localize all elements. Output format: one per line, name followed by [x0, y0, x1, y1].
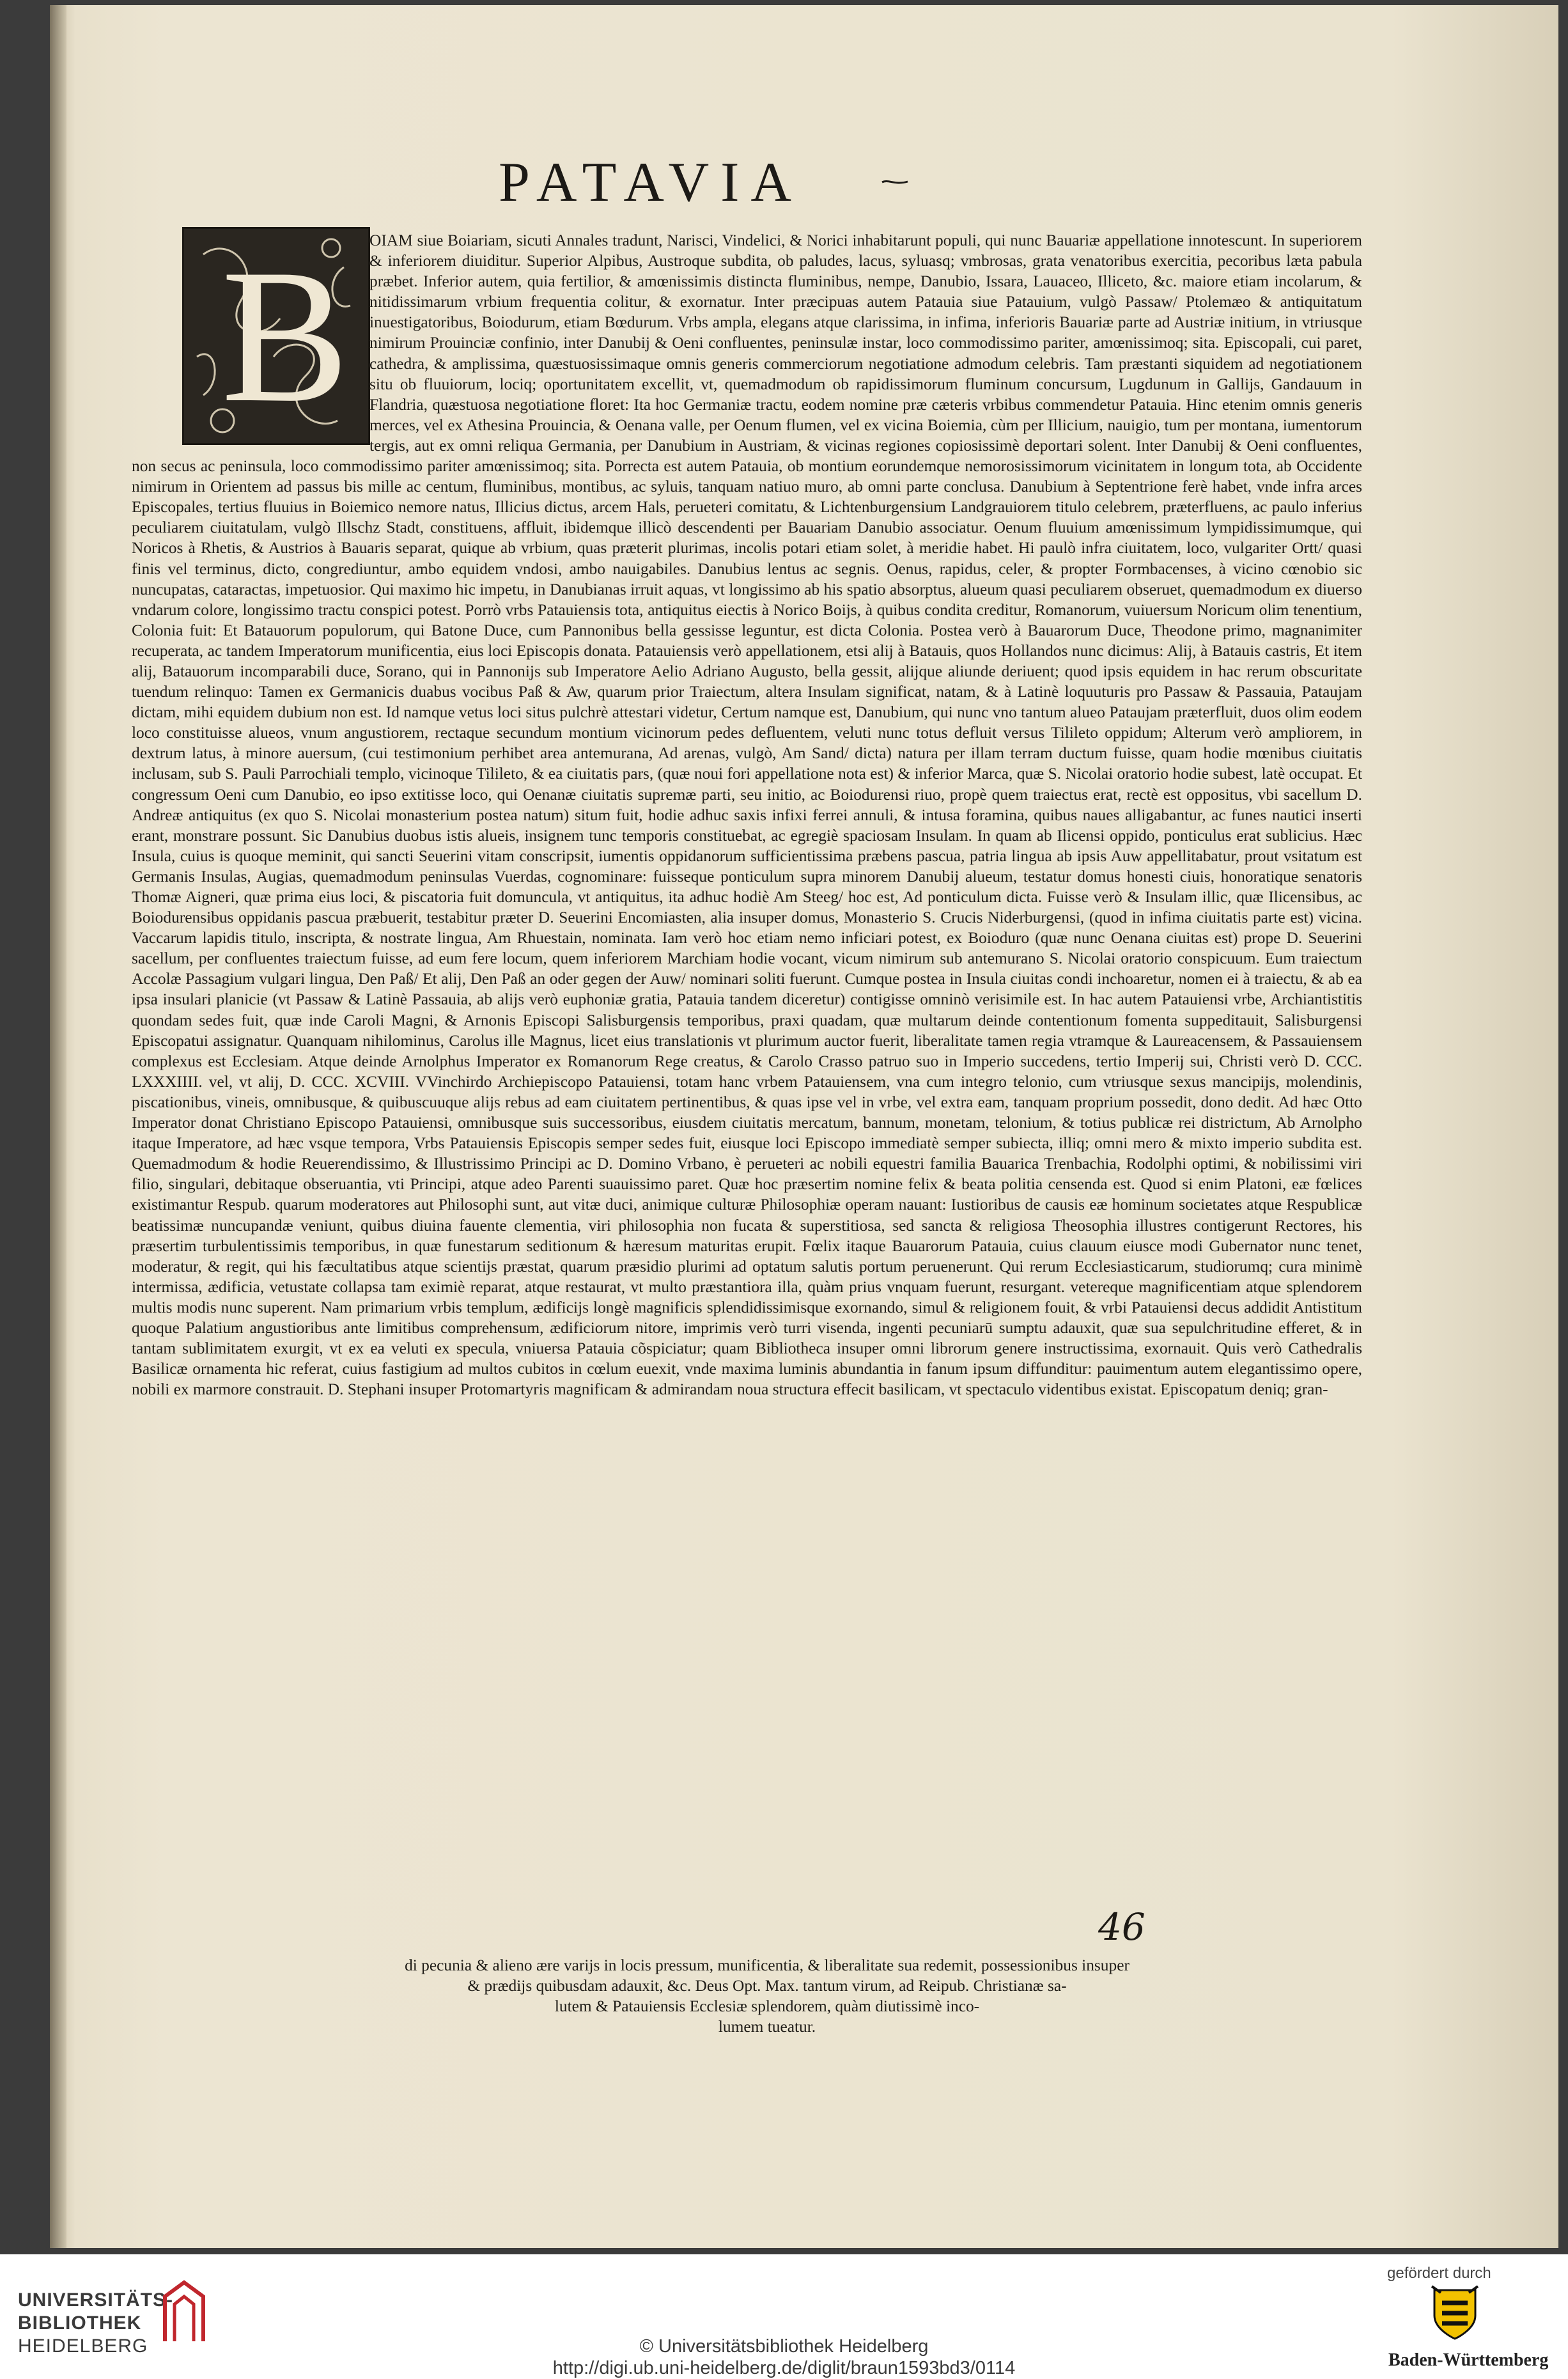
body-text: OIAM siue Boiariam, sicuti Annales tradunt, Narisci, Vindelici, & Norici inhabitarunt populi, qui nunc Bauariæ appellatione innotescunt. In superiorem & inferiorem diuiditur. Superior Alpibus, Austroque subdita, ob paludes, lacus, syluasq; vmbrosas, grata venatoribus exercitia, pecoribus læta pabula præbet. Inferior autem, quia fertilior, & amœnissimis distincta fluminibus, nempe, Danubio, Issara, Lauaceo, Illiceto, &c. maiore etiam incolarum, & nitidissimarum vrbium frequentia colitur, & exornatur. Inter præcipuas autem Patauia siue Patauium, vulgò Passaw/ Ptolemæo & antiquitatum inuestigatoribus, Boiodurum, etiam Bœdurum. Vrbs ampla, elegans atque clarissima, in infima, inferioris Bauariæ parte ad Austriæ initium, in vtriusque nimirum Prouinciæ confinio, inter Danubij & Oeni confluentes, peninsulæ instar, loco commodissimo pariter, amœnissimoq; sita. Episcopali, cui paret, cathedra, & amplissima, quæstuosissimaque omnis generis commerciorum negotiatione admodum celebris. Tam præstanti siquidem ad negotiationem situ ob fluuiorum, lociq; oportunitatem excellit, vt, quemadmodum ob rapidissimorum fluminum concursum, Lugdunum in Gallijs, Gandauum in Flandria, quæstuosa negotiatione floret: Ita hoc Germaniæ tractu, eodem nomine præ cæteris vrbibus commendetur Patauia. Hinc etenim omnis generis merces, vel ex Athesina Prouincia, & Oenana valle, per Oenum flumen, vel ex vicina Boiemia, cùm per Illicium, nauigio, tum per montana, iumentorum tergis, aut ex omni reliqua Germania, per Danubium in Austriam, & vicinas regiones copiosissimè deportari solent. Inter Danubij & Oeni confluentes, non secus ac peninsula, loco commodissimo pariter amœnissimoq; sita. Porrecta est autem Patauia, ob montium eorundemque nemorosissimorum vicinitatem in longum tota, ab Occidente nimirum in Orientem ad passus bis mille ac centum, fluminibus, montibus, ac syluis, tanquam natiuo muro, ab omni parte conclusa. Danubium à Septentrione ferè habet, vnde infra arces Episcopales, tertius fluuius in Boiemico nemore natus, Illicius dictus, arcem Hals, perueteri comitatu, & Lichtenburgensium Landgrauiorem titulo celebrem, præterfluens, ac paulo inferius peculiarem ciuitatulam, vulgò Illschz Stadt, constituens, affluit, ibidemque illicò descendenti per Bauariam Danubio associatur. Oenum fluuium amœnissimum lympidissimumque, qui Noricos à Rhetis, & Austrios à Bauaris separat, quique ab vrbium, quas præterit plurimas, incolis potari etiam solet, à meridie habet. Hi paulò infra ciuitatem, loco, vulgariter Ortt/ quasi finis vel terminus, dicto, congrediuntur, ambo equidem vndosi, ambo nauigabiles. Danubius lentus ac segnis. Oenus, rapidus, celer, & propter Formbacenses, à vicino cœnobio sic nuncupatas, cataractas, impetuosior. Qui maximo hic impetu, in Danubianas irruit aquas, vt longissimo ab his spatio absorptus, alueum quasi peculiarem obseruet, quemadmodum ex diuerso vndarum colore, longissimo tractu conspici potest. Porrò vrbs Patauiensis tota, antiquitus eiectis à Norico Boijs, à quibus condita creditur, Romanorum, vuiuersum Noricum olim tenentium, Colonia fuit: Et Batauorum populorum, qui Batone Duce, cum Pannonibus bella gessisse leguntur, est dicta Colonia. Postea verò à Bauarorum Duce, Theodone primo, magnanimiter recuperata, ac tandem Imperatorum munificentia, eius loci Episcopis donata. Patauiensis verò appellationem, etsi alij à Batauis, quos Hollandos nunc dicimus: Alij, à Batauis castris, Et item alij, Batauorum incomparabili duce, Sorano, qui in Pannonijs sub Imperatore Aelio Adriano Augusto, bella gessit, alijque aliunde deriuent; quod ipsis equidem in hac rerum obscuritate tuendum relinquo: Tamen ex Germanicis duabus vocibus Paß & Aw, quarum prior Traiectum, altera Insulam significat, natam, & à Latinè loquuturis pro Passaw & Passauia, Pataujam dictam, mihi equidem dubium non est. Id namque vetus loci situs pulchrè attestari videtur, Certum namque est, Danubium, qui nunc vno tantum alueo Pataujam præterfluit, duos olim eodem loco constituisse alueos, vnum angustiorem, rectaque secundum montium vicinorum pedes defluentem, veluti nunc totus defluit versus Tilileto oppidum; Alterum verò ampliorem, in dextrum latus, à minore auersum, (cui testimonium perhibet area antemurana, Ad arenas, vulgò, Am Sand/ dicta) natura per illam terram ductum fuisse, quam hodie mœnibus ciuitatis inclusam, sub S. Pauli Parrochiali templo, vicinoque Tilileto, & ea ciuitatis pars, (quæ noui fori appellatione nota est) & inferior Marca, quæ S. Nicolai oratorio hodie subest, latè occupat. Et congressum Oeni cum Danubio, eo ipso extitisse loco, qui Oenanæ ciuitatis supremæ parti, seu initio, ac Boiodurensi riuo, propè quem traiectus erat, rectè est oppositus, vbi sacellum D. Andreæ antiquitus (ex quo S. Nicolai monasterium postea natum) situm fuit, hodie adhuc saxis infixi ferrei annuli, & intusa foramina, quibus naues alligabantur, ac funes nautici inserti erant, monstrare possunt. Sic Danubius duobus istis alueis, insignem tunc temporis constituebat, ac egregiè spaciosam Insulam. In quam ab Ilicensi oppido, ponticulus erat sublicius. Hæc Insula, cuius is quoque meminit, qui sancti Seuerini vitam conscripsit, iumentis oppidanorum sufficientissima præbens pascua, patria lingua ab ipsis Auw appellitabatur, prout vsitatum est Germanis Insulas, Augias, quemadmodum peninsulas Vuerdas, cognominare: fuisseque ponticulum supra minorem Danubij alueum, testatur domus honesti ciuis, honoratique senatoris Thomæ Aigneri, quæ prima eius loci, & piscatoria fuit domuncula, vt antiquitus, ita adhuc hodiè Am Steeg/ hoc est, Ad ponticulum dicta. Fuisse verò & Insulam illic, quæ Ilicensibus, ac Boiodurensibus oppidanis pascua præbuerit, testabitur præter D. Seuerini Encomiasten, alia insuper domus, Monasterio S. Crucis Niderburgensi, (quod in infima ciuitatis parte est) vicina. Vaccarum lapidis titulo, inscripta, & nostrate lingua, Am Rhuestain, nominata. Iam verò hoc etiam nemo inficiari potest, ex Boioduro (quæ nunc Oenana ciuitas est) prope D. Seuerini sacellum, per confluentes traiectum fuisse, ad eum fere locum, quem inferiorem Marchiam hodie vocant, vicum nimirum sub antemurano S. Nicolai oratorio conspicuum. Eum traiectum Accolæ Passagium vulgari lingua, Den Paß/ Et alij, Den Paß an oder gegen der Auw/ nominari soliti fuerunt. Cumque postea in Insula ciuitas condi inchoaretur, nomen ei à traiectu, & ab ea ipsa insulari planicie (vt Passaw & Latinè Passauia, ab alijs verò euphoniæ gratia, Patauia tandem diceretur) contigisse omninò verisimile est. In hac autem Patauiensi vrbe, Archiantistitis quondam sedes fuit, quæ inde Caroli Magni, & Arnonis Episcopi Salisburgensis temporibus, praxi quadam, quæ multarum deinde contentionum fomenta suppeditauit, Salisburgensi Episcopatui assignatur. Quanquam nihilominus, Carolus ille Magnus, licet eius translationis vt plurimum auctor fuerit, liberalitate tamen regia vtramque & Laureacensem, & Passauiensem complexus est Ecclesiam. Atque deinde Arnolphus Imperator ex Romanorum Rege creatus, & Carolo Crasso patruo suo in Imperio succedens, tertio Imperij sui, Christi verò D. CCC. LXXXIIII. vel, vt alij, D. CCC. XCVIII. VVinchirdo Archiepiscopo Patauiensi, totam hanc vrbem Patauiensem, vna cum integro telonio, cum vtriusque sexus mancipijs, molendinis, piscationibus, vineis, omnibusque, & quibuscuuque alijs rebus ad eam ciuitatem pertinentibus, & quas ipse vel in vrbe, vel extra eam, tanquam proprium possedit, dono dedit. Ad hæc Otto Imperator donat Christiano Episcopo Patauiensi, omnibusque suis successoribus, eiusdem ciuitatis mercatum, bannum, monetam, telonium, & totius publicæ rei districtum, Ab Arnolpho itaque Imperatore, ad hæc vsque tempora, Vrbs Patauiensis Episcopis semper sedes fuit, eiusque loci Episcopo immediatè semper subiecta, illiq; omni mero & mixto imperio subdita est. Quemadmodum & hodie Reuerendissimo, & Illustrissimo Principi ac D. Domino Vrbano, è perueteri ac nobili equestri familia Bauarica Trenbachia, Rodolphi optimi, & nobilissimi viri filio, singulari, debitaque obseruantia, vti Principi, atque adeo Parenti suauissimo paret. Quæ hoc præsertim nomine felix & beata politia censenda est. Quod si enim Platoni, eæ fœlices existimantur Respub. quarum moderatores aut Philosophi sunt, aut vitæ duci, animique culturæ Philosophiæ operam nauant: Iustioribus de causis eæ hominum societates atque Respublicæ beatissimæ nuncupandæ veniunt, quibus diuina fauente clementia, viri philosophia non fucata & superstitiosa, sed sancta & religiosa Theosophia illustres contigerunt Rectores, his præsertim turbulentissimis temporibus, in quæ funestarum seditionum & hæresum maturitas erupit. Fœlix itaque Bauarorum Patauia, cuius clauum eiusce modi Gubernator nunc tenet, moderatur, & regit, qui his fæcultatibus atque scientijs præstat, quarum præsidio plurimi ad optatum salutis portum peruenerunt. Qui rerum Ecclesiasticarum, studiorumq; cura minimè intermissa, ædificia, vetustate collapsa tam eximiè reparat, atque restaurat, vt multo præstantiora illa, quàm prius vnquam fuerunt, resurgant. vetereque magnificentiam atque splendorem multis modis nunc superent. Nam primarium vrbis templum, ædificijs longè magnificis splendidissimisque exornando, simul & religionem fouit, & vrbi Patauiensi decus addidit Antistitum quoque Palatium angustioribus ante limitibus comprehensum, ædificiorum nitore, imprimis verò turri visenda, ingenti pecuniarū sumptu adauxit, quæ sua sepulchritudine efferet, & in tantam sublimitatem exurgit, vt ex ea veluti ex specula, vniuersa Patauia cõspiciatur; quam Bibliotheca insuper omni librorum genere instructissima, exornauit. Quis verò Cathedralis Basilicæ ornamenta hic referat, cuius fastigium ad multos cubitos in cœlum euexit, vnde maxima luminis abundantia in fanum ipsum diffunditur: pauimentum autem elegantissimo opere, nobili ex marmore constrauit. D. Stephani insuper Protomartyris magnificam & admirandam noua structura effecit basilicam, vt spectaculo videntibus existat. Episcopatum deniq; gran-: [132, 231, 1362, 1399]
closing-line: & prædijs quibusdam adauxit, &c. Deus Opt. Max. tantum virum, ad Reipub. Christianæ sa-: [467, 1977, 1067, 1995]
library-name-line: HEIDELBERG: [18, 2336, 148, 2357]
baden-wuerttemberg-crest-icon: [1429, 2284, 1480, 2341]
funder-name: Baden-Württemberg: [1388, 2350, 1549, 2370]
closing-line: di pecunia & alieno ære varijs in locis pressum, munificentia, & liberalitate sua redemit, possessionibus insuper: [405, 1956, 1129, 1974]
closing-paragraph: [217, 1955, 1317, 2037]
drop-cap-letter: B: [221, 230, 350, 442]
permalink-url[interactable]: http://digi.ub.uni-heidelberg.de/diglit/braun1593bd3/0114: [552, 2358, 1016, 2378]
funded-by-label: gefördert durch: [1387, 2265, 1491, 2282]
copyright-notice: © Universitätsbibliothek Heidelberg: [639, 2336, 929, 2357]
title-flourish: [881, 178, 909, 187]
page-gutter: [50, 5, 66, 2248]
closing-line: lutem & Patauiensis Ecclesiæ splendorem, quàm diutissimè inco-: [554, 1997, 980, 2016]
folio-number: 46: [1098, 1905, 1145, 1949]
page-title: PATAVIA: [499, 152, 803, 214]
closing-line: lumem tueatur.: [718, 2018, 816, 2036]
library-name-line: UNIVERSITÄTS-: [18, 2289, 174, 2311]
library-name-line: BIBLIOTHEK: [18, 2313, 142, 2334]
